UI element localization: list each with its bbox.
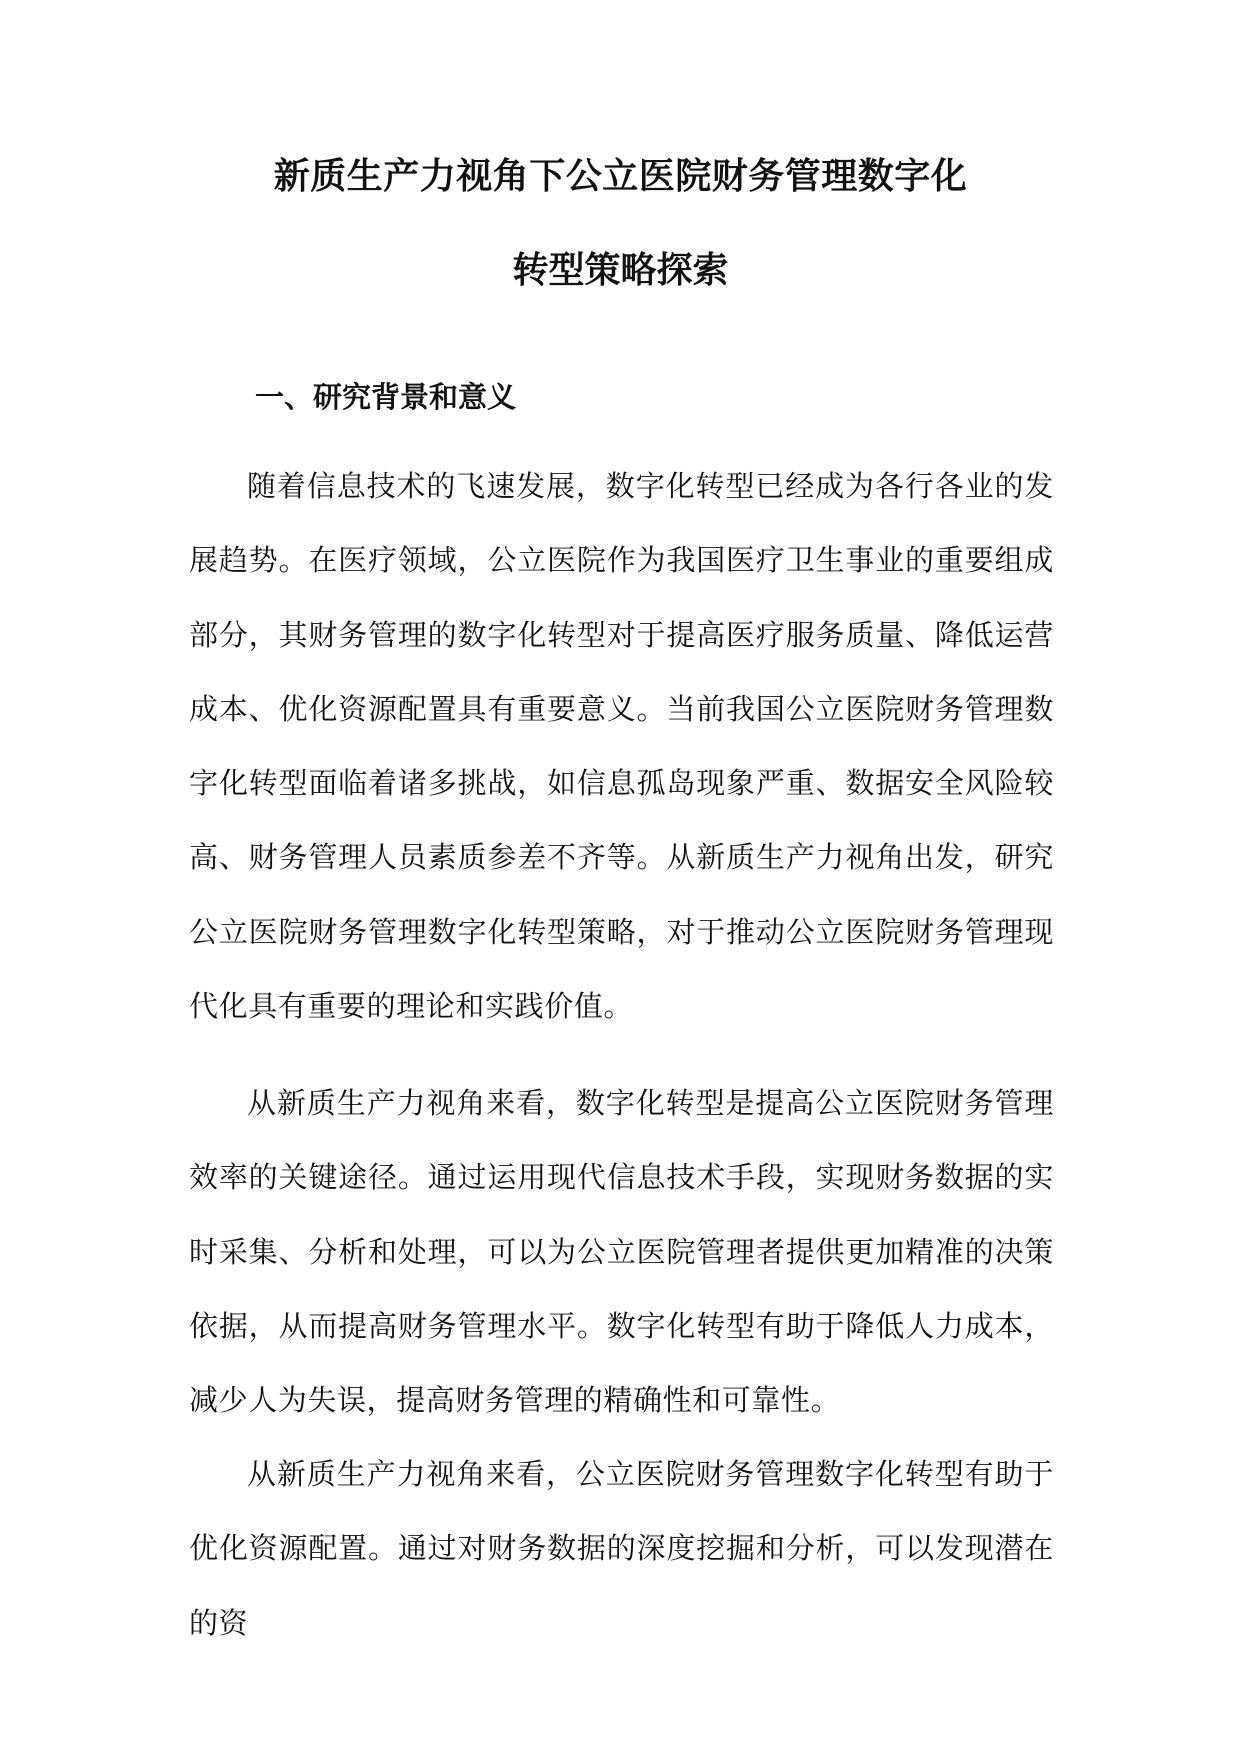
- paragraph-1: 随着信息技术的飞速发展，数字化转型已经成为各行各业的发展趋势。在医疗领域，公立医院作为我国医疗卫生事业的重要组成部分，其财务管理的数字化转型对于提高医疗服务质量、降低运营成本、优化资源配置具有重要意义。当前我国公立医院财务管理数字化转型面临着诸多挑战，如信息孤岛现象严重、数据安全风险较高、财务管理人员素质参差不齐等。从新质生产力视角出发，研究公立医院财务管理数字化转型策略，对于推动公立医院财务管理现代化具有重要的理论和实践价值。: [189, 469, 1054, 1024]
- section-heading: 一、研究背景和意义: [255, 380, 517, 414]
- paragraph-3: 从新质生产力视角来看，公立医院财务管理数字化转型有助于优化资源配置。通过对财务数据的深度挖掘和分析，可以发现潜在的资: [189, 1457, 1054, 1640]
- document-title-line-2: 转型策略探索: [512, 249, 729, 291]
- paragraph-2: 从新质生产力视角来看，数字化转型是提高公立医院财务管理效率的关键途径。通过运用现代信息技术手段，实现财务数据的实时采集、分析和处理，可以为公立医院管理者提供更加精准的决策依据，从而提高财务管理水平。数字化转型有助于降低人力成本，减少人为失误，提高财务管理的精确性和可靠性。: [189, 1086, 1054, 1418]
- document-title-line-1: 新质生产力视角下公立医院财务管理数字化: [273, 155, 968, 197]
